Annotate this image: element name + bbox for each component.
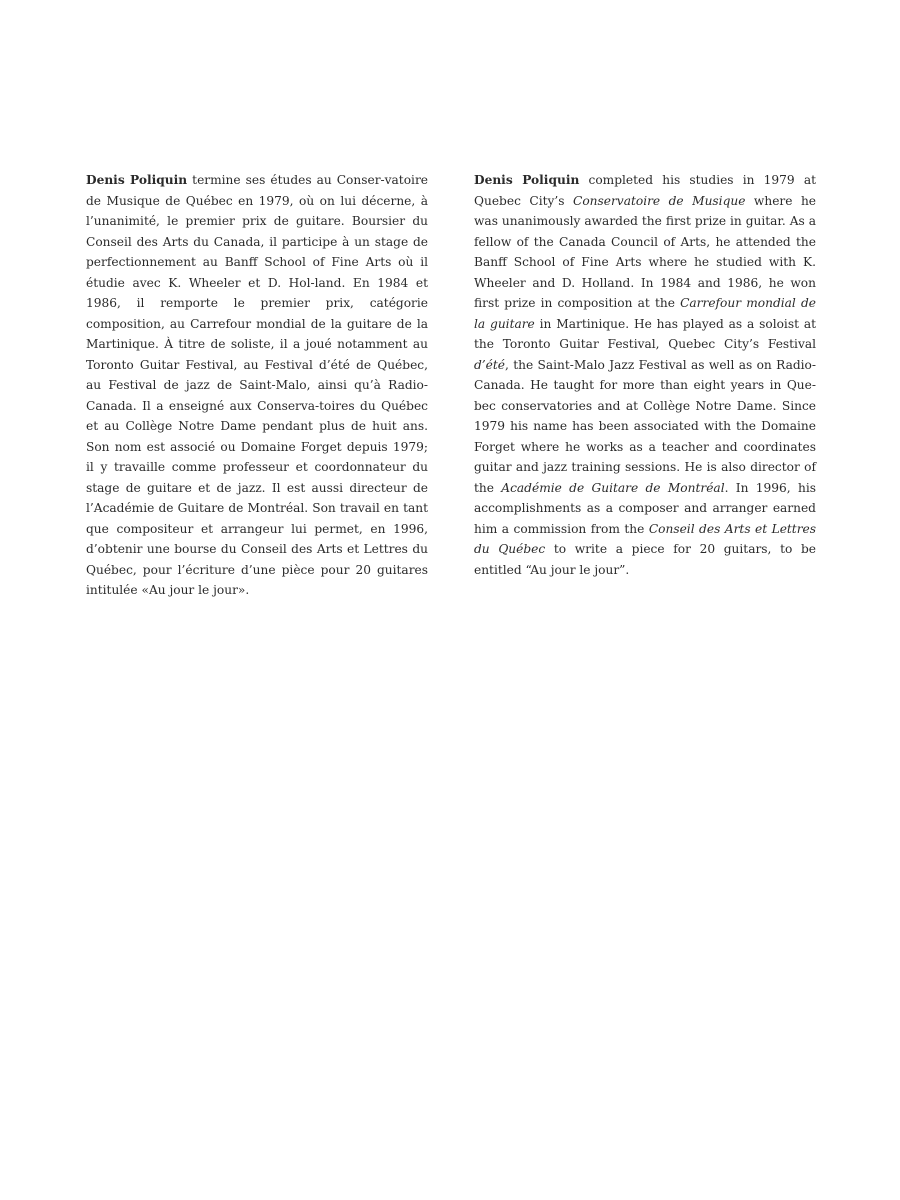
french-biography-column — [86, 170, 428, 601]
english-bio-italic-academie: Académie de Guitare de Montréal — [501, 480, 725, 495]
english-bio-italic-conservatoire: Conservatoire de Musique — [573, 193, 746, 208]
english-bio-italic-ete: d’été — [474, 357, 505, 372]
french-bio-text: termine ses études au Conser-vatoire de Musique de Québec en 1979, où on lui décerne, à l’unanimité, le premier prix de guitare. Boursier du Conseil des Arts du Canada, il participe à un stage de perfectionnement au Banff School of Fine Arts où il étudie avec K. Wheeler et D. Hol-land. En 1984 et 1986, il remporte le premier prix, catégorie composition, au Carrefour mondial de la guitare de la Martinique. À titre de soliste, il a joué notamment au Toronto Guitar Festival, au Festival d’été de Québec, au Festival de jazz de Saint-Malo, ainsi qu’à Radio-Canada. Il a enseigné aux Conserva-toires du Québec et au Collège Notre Dame pendant plus de huit ans. Son nom est associé ou Domaine Forget depuis 1979; il y travaille comme professeur et coordonnateur du stage de guitare et de jazz. Il est aussi directeur de l’Académie de Guitare de Montréal. Son travail en tant que compositeur et arrangeur lui permet, en 1996, d’obtenir une bourse du Conseil des Arts et Lettres du Québec, pour l’écriture d’une pièce pour 20 guitares intitulée «Au jour le jour». — [86, 173, 428, 597]
english-bio-italic-conseil: Conseil des Arts et Lettres du Québec — [474, 521, 816, 556]
english-biography-paragraph — [474, 170, 816, 580]
english-bio-name: Denis Poliquin — [474, 173, 580, 187]
english-bio-text-5: . In 1996, his accomplishments as a composer and arranger earned him a commission from the — [474, 480, 816, 536]
english-biography-column — [474, 170, 816, 580]
english-bio-text-4: , the Saint-Malo Jazz Festival as well as on Radio-Canada. He taught for more than eight years in Que-bec conservatories and at Collège Notre Dame. Since 1979 his name has been associated with the Domaine Forget where he works as a teacher and coordinates guitar and jazz training sessions. He is also director of the — [474, 357, 816, 495]
english-bio-text-3: in Martinique. He has played as a soloist at the Toronto Guitar Festival, Quebec City’s Festival — [474, 316, 816, 351]
english-bio-text-2: where he was unanimously awarded the first prize in guitar. As a fellow of the Canada Council of Arts, he attended the Banff School of Fine Arts where he studied with K. Wheeler and D. Holland. In 1984 and 1986, he won first prize in composition at the — [474, 193, 817, 310]
english-bio-italic-carrefour: Carrefour mondial de la guitare — [474, 296, 816, 331]
french-bio-name: Denis Poliquin — [86, 173, 188, 187]
english-bio-text-1: completed his studies in 1979 at Quebec City’s — [474, 173, 816, 208]
french-biography-paragraph — [86, 170, 428, 601]
english-bio-text-6: to write a piece for 20 guitars, to be entitled “Au jour le jour”. — [474, 542, 817, 577]
